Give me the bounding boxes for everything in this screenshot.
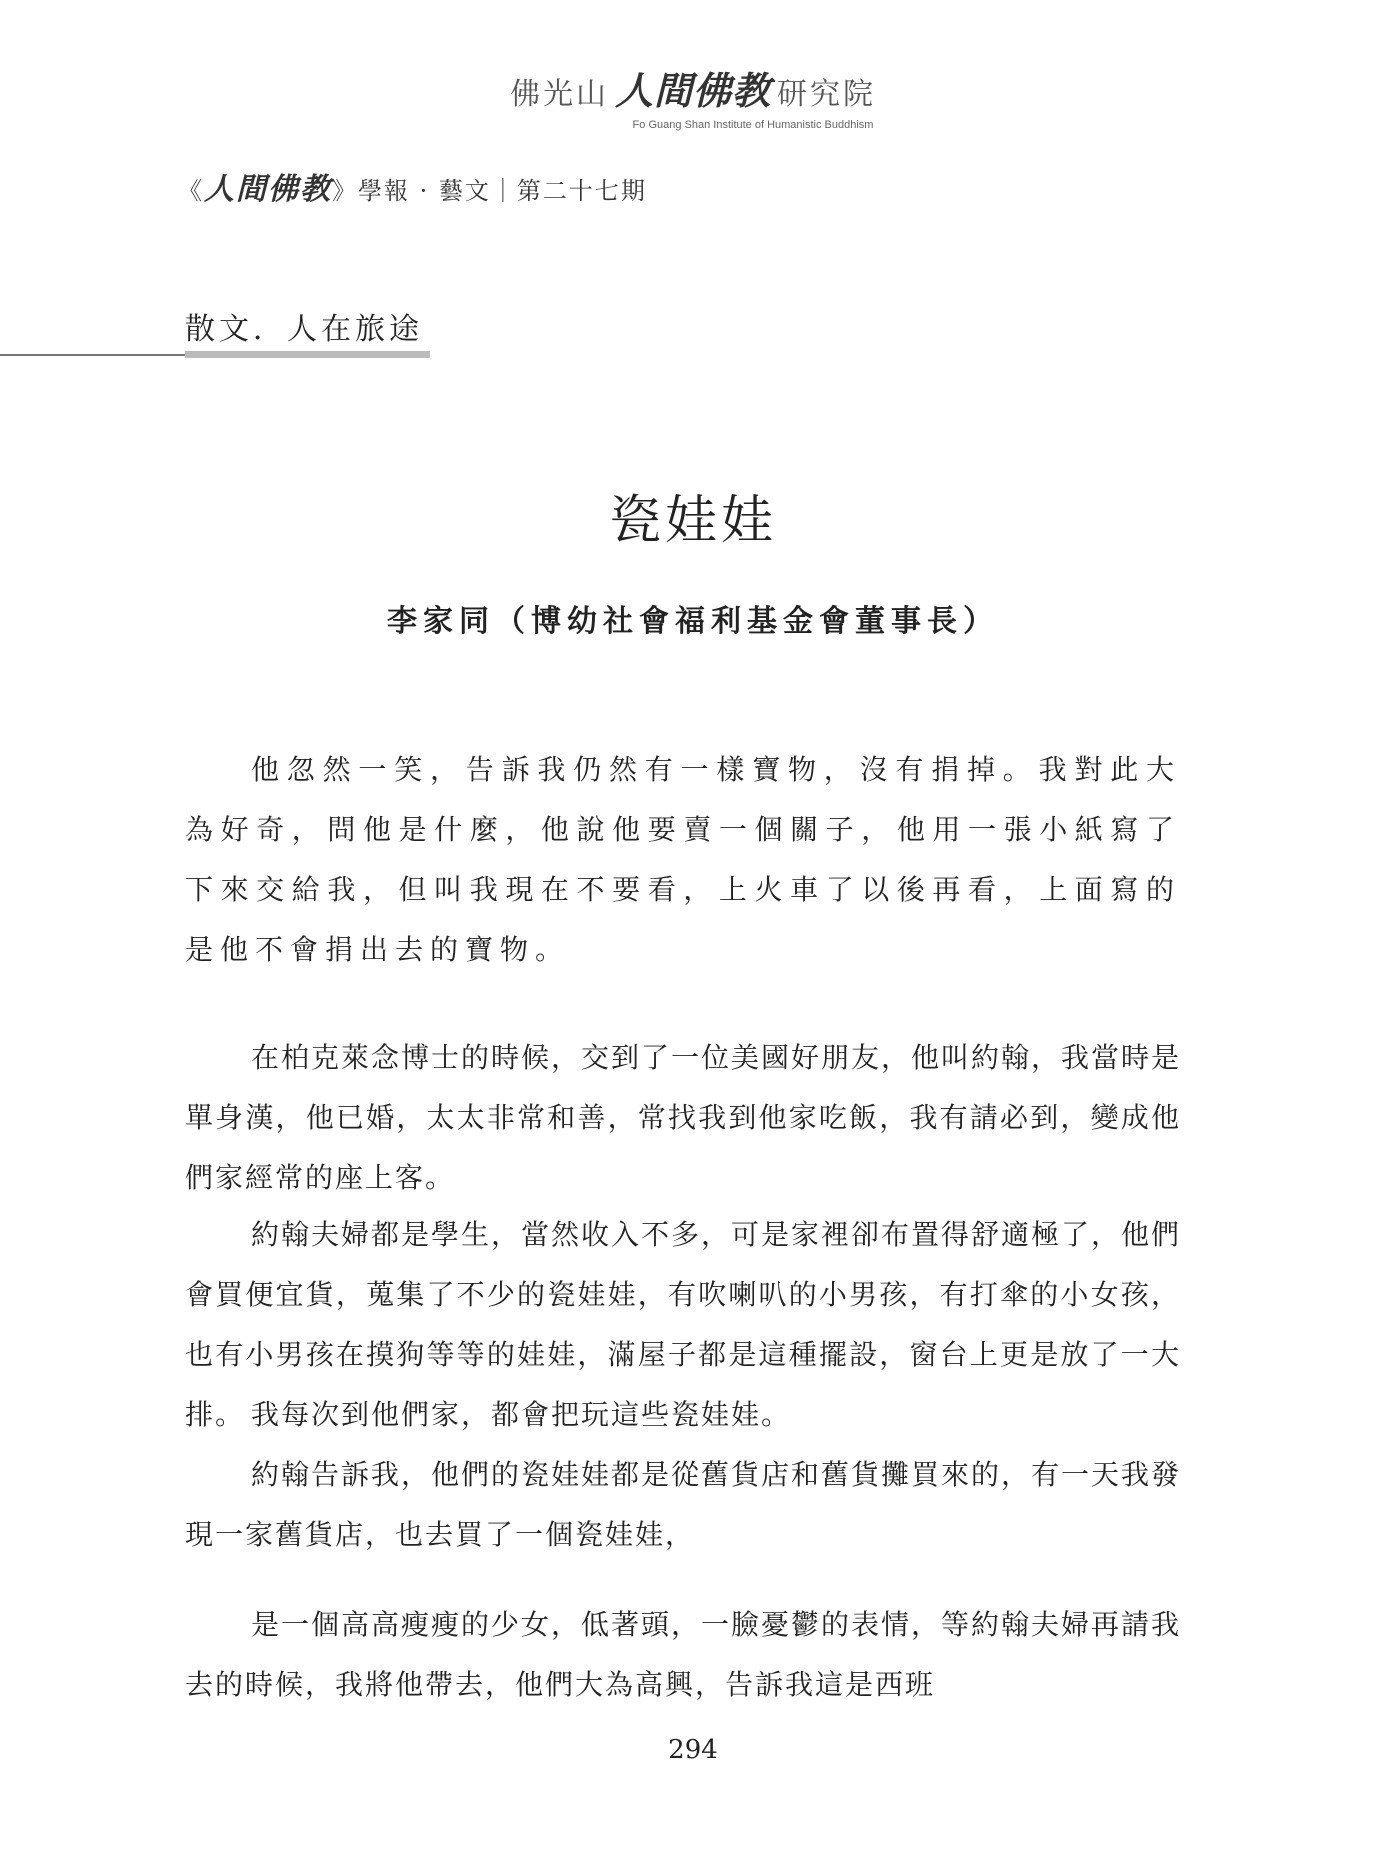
page-number: 294 <box>668 1735 718 1765</box>
section-underline <box>185 351 430 358</box>
institute-brand-logo: 人間佛教 <box>614 68 771 113</box>
paragraph-5: 約翰告訴我，他們的瓷娃娃都是從舊貨店和舊貨攤買來的，有一天我發現一家舊貨店，也去買了一個瓷娃娃， <box>185 1458 1182 1551</box>
paragraph-2: 在柏克萊念博士的時候，交到了一位美國好朋友，他叫約翰，我當時是單身漢，他已婚，太太非常和善，常找我到他家吃飯，我有請必到，變成他們家經常的座上客。 <box>185 1041 1182 1194</box>
institute-header <box>0 60 1386 131</box>
article-author: 李家同（博幼社會福利基金會董事長） <box>387 604 999 639</box>
paragraph-4: 我每次到他們家，都會把玩這些瓷娃娃。 <box>251 1398 792 1431</box>
institute-english-name: Fo Guang Shan Institute of Humanistic Buddhism <box>632 119 874 131</box>
section-heading: 散文．人在旅途 <box>185 312 423 347</box>
institute-name <box>0 60 1386 115</box>
journal-running-head <box>178 164 647 208</box>
paragraph-3: 約翰夫婦都是學生，當然收入不多，可是家裡卻布置得舒適極了，他們會買便宜貨，蒐集了不少的瓷娃娃，有吹喇叭的小男孩，有打傘的小女孩，也有小男孩在摸狗等等的娃娃，滿屋子都是這種擺設，窗台上更是放了一大排。 <box>185 1218 1182 1431</box>
institute-suffix: 研究院 <box>777 77 876 112</box>
journal-brand: 人間佛教 <box>204 172 332 207</box>
journal-open-bracket: 《 <box>178 177 204 205</box>
journal-issue: 》學報 · 藝文｜第二十七期 <box>332 177 647 205</box>
paragraph-6: 是一個高高瘦瘦的少女，低著頭，一臉憂鬱的表情，等約翰夫婦再請我去的時候，我將他帶去，他們大為高興，告訴我這是西班 <box>185 1608 1182 1701</box>
paragraph-1: 他忽然一笑，告訴我仍然有一樣寶物，沒有捐掉。我對此大為好奇，問他是什麼，他說他要賣一個關子，他用一張小紙寫了下來交給我，但叫我現在不要看，上火車了以後再看，上面寫的是他不會捐出去的寶物。 <box>185 753 1181 966</box>
article-title: 瓷娃娃 <box>608 491 777 551</box>
institute-prefix: 佛光山 <box>509 77 609 112</box>
